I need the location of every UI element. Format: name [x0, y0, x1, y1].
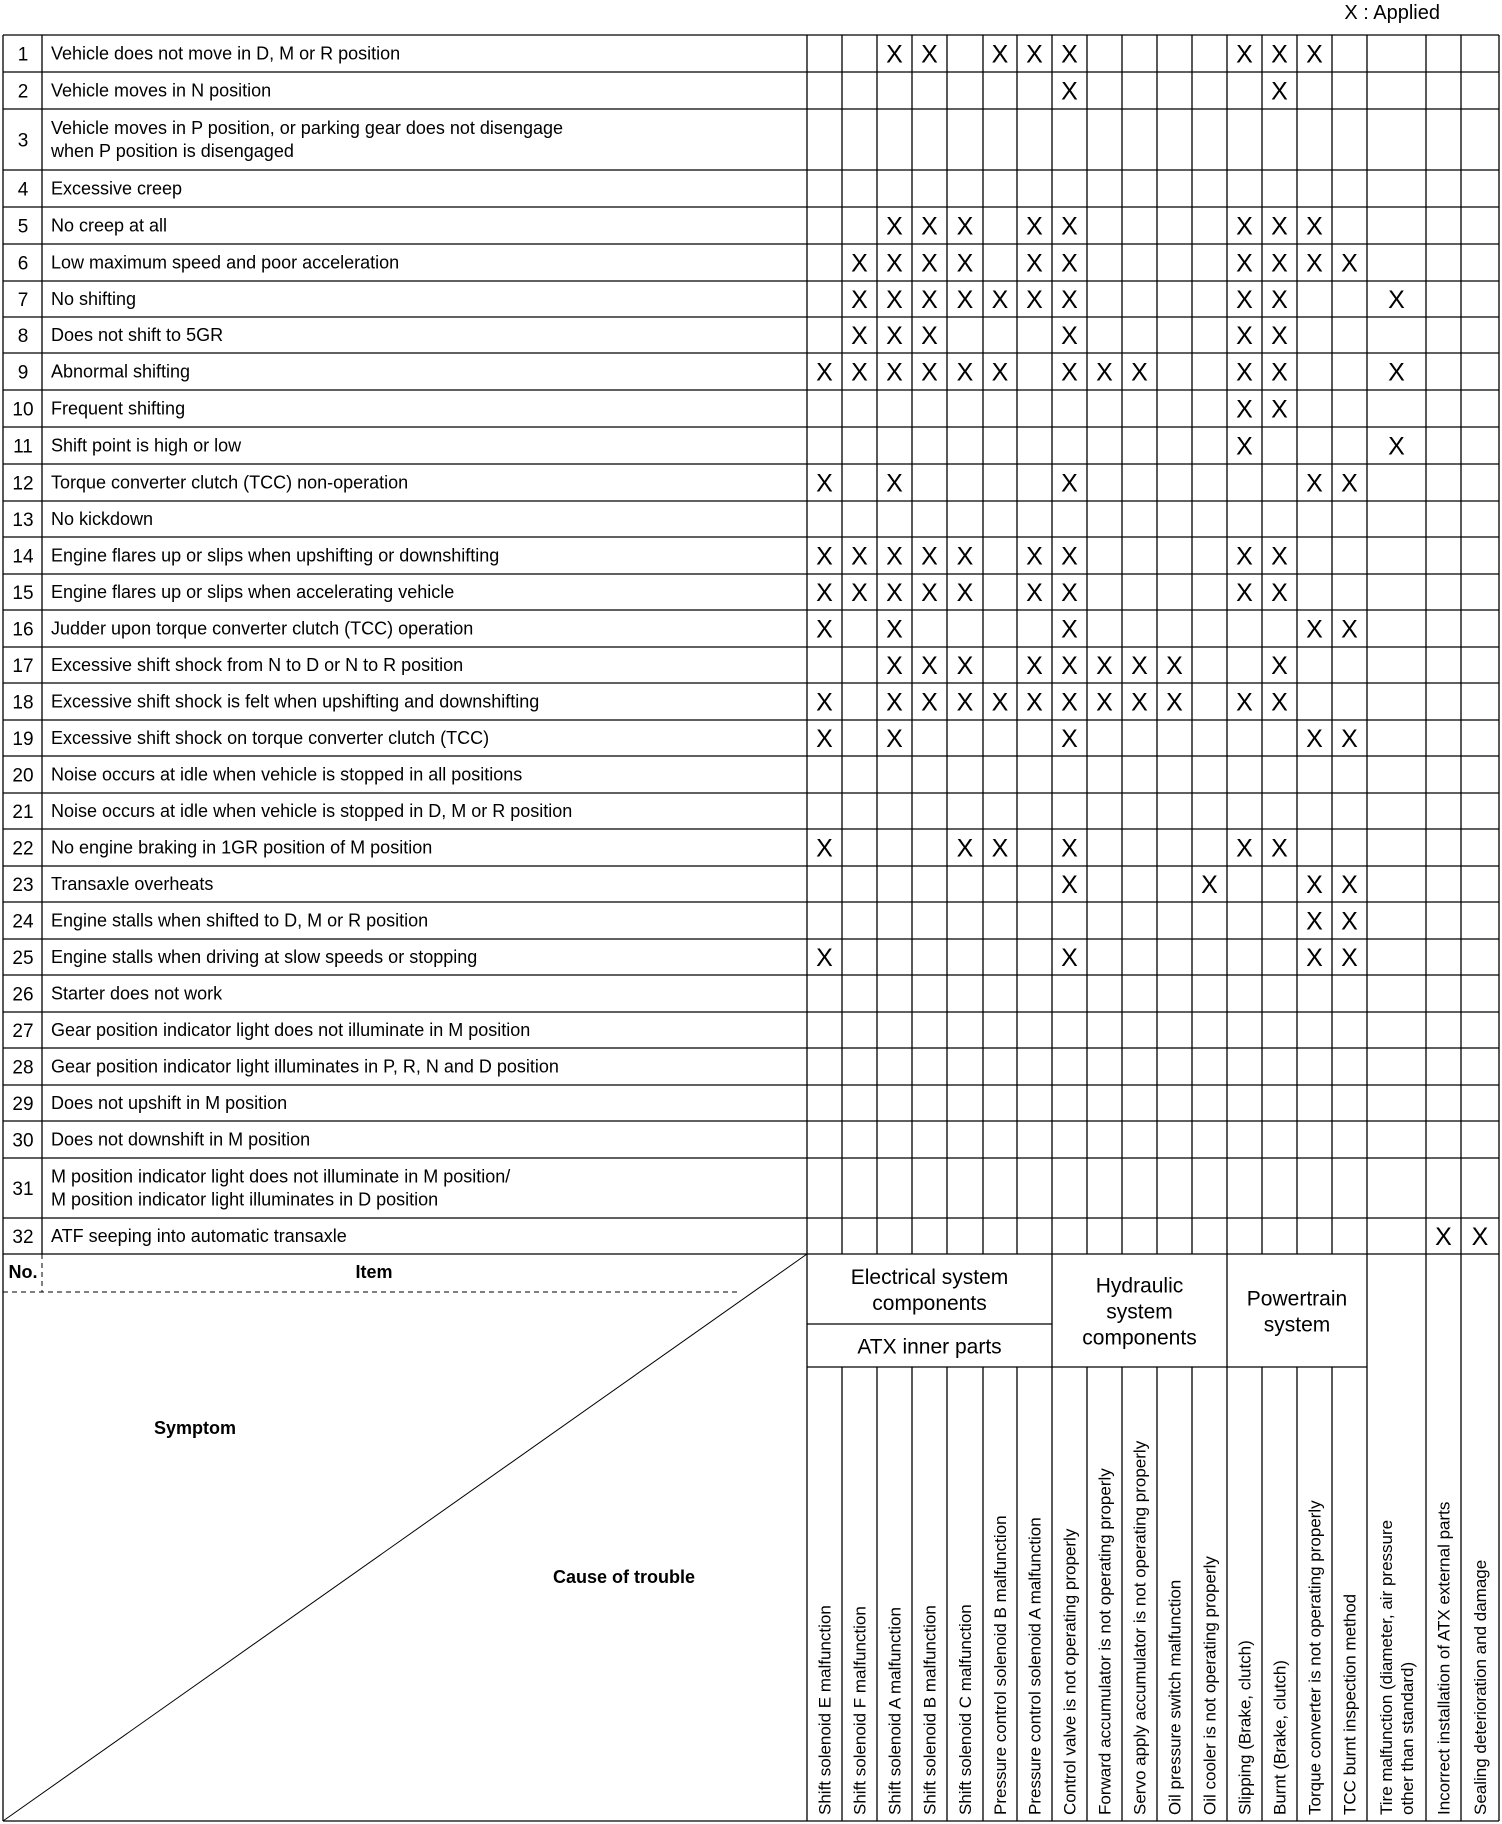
row-number: 18	[12, 692, 34, 714]
applied-mark: X	[921, 249, 938, 278]
applied-mark: X	[1236, 322, 1253, 350]
applied-mark: X	[921, 40, 938, 69]
cause-text: Oil pressure switch malfunction	[1165, 1579, 1185, 1815]
cause-label	[1306, 1500, 1325, 1815]
applied-mark: X	[1306, 725, 1323, 753]
applied-mark: X	[1306, 615, 1323, 644]
applied-mark: X	[816, 579, 833, 607]
applied-mark: X	[1096, 652, 1113, 680]
group-atx-inner	[857, 1336, 1001, 1359]
cause-text: other than standard)	[1398, 1661, 1417, 1815]
cause-label	[1236, 1640, 1255, 1815]
group-label-line: system	[1106, 1300, 1173, 1324]
row-item	[51, 655, 463, 675]
applied-mark: X	[1341, 725, 1358, 753]
row-item	[51, 911, 428, 931]
applied-mark: X	[1306, 871, 1323, 899]
row-item	[51, 1130, 310, 1150]
applied-mark: X	[1271, 40, 1288, 69]
row-number: 6	[17, 253, 29, 275]
applied-mark: X	[1026, 40, 1043, 69]
applied-mark: X	[886, 688, 903, 717]
applied-mark: X	[816, 358, 833, 387]
cause-text: Pressure control solenoid A malfunction	[1025, 1517, 1045, 1815]
group-hydraulic	[1082, 1275, 1196, 1350]
applied-mark: X	[886, 615, 903, 644]
group-label-line: Electrical system	[850, 1266, 1009, 1289]
group-label-line: ATX inner parts	[857, 1335, 1002, 1359]
row-number: 3	[17, 130, 29, 152]
applied-mark: X	[991, 688, 1009, 717]
legend-applied: X : Applied	[1344, 2, 1440, 24]
row-number: 8	[17, 326, 29, 347]
applied-mark: X	[921, 358, 938, 387]
row-number: 27	[12, 1021, 34, 1042]
grid-line	[3, 1254, 807, 1821]
item-text: Vehicle does not move in D, M or R position	[51, 43, 401, 64]
applied-mark: X	[886, 579, 903, 607]
item-text: Frequent shifting	[51, 398, 186, 419]
row-number: 16	[12, 619, 34, 641]
applied-mark: X	[921, 286, 938, 314]
cause-text: Slipping (Brake, clutch)	[1235, 1640, 1255, 1815]
item-text: Engine flares up or slips when upshifting or downshifting	[51, 545, 500, 566]
cause-label	[1377, 1520, 1417, 1815]
row-item	[51, 253, 399, 273]
applied-mark: X	[1236, 579, 1253, 607]
row-item	[51, 1093, 287, 1113]
cause-label	[1471, 1560, 1490, 1815]
applied-mark: X	[1271, 212, 1288, 241]
applied-mark: X	[956, 358, 974, 387]
row-number: 23	[12, 875, 34, 896]
row-item	[51, 582, 454, 602]
cause-text: Shift solenoid E malfunction	[815, 1605, 835, 1815]
item-text: Judder upon torque converter clutch (TCC) operation	[51, 618, 474, 639]
applied-mark: X	[1388, 432, 1405, 461]
applied-mark: X	[1306, 944, 1323, 972]
applied-mark: X	[1435, 1223, 1452, 1251]
row-number: 24	[12, 911, 34, 933]
applied-mark: X	[1026, 286, 1043, 314]
row-number: 7	[17, 290, 29, 311]
item-text: Vehicle moves in P position, or parking gear does not disengage	[51, 118, 563, 138]
applied-mark: X	[851, 579, 868, 607]
row-number: 14	[12, 546, 34, 568]
applied-mark: X	[1306, 40, 1323, 69]
applied-mark: X	[1201, 871, 1218, 899]
applied-mark: X	[886, 652, 903, 680]
applied-mark: X	[1026, 542, 1043, 571]
cause-text: Forward accumulator is not operating properly	[1095, 1468, 1115, 1815]
row-item	[51, 546, 499, 566]
applied-mark: X	[1026, 249, 1043, 278]
row-item	[51, 728, 489, 748]
row-number: 15	[12, 583, 34, 604]
applied-mark: X	[1388, 358, 1405, 387]
cause-label	[991, 1515, 1010, 1815]
applied-mark: X	[816, 469, 833, 498]
item-text: Does not upshift in M position	[51, 1093, 288, 1113]
applied-mark: X	[851, 249, 868, 278]
cause-text: Pressure control solenoid B malfunction	[991, 1515, 1010, 1815]
applied-mark: X	[886, 249, 903, 278]
cause-text: Control valve is not operating properly	[1060, 1528, 1080, 1815]
applied-mark: X	[1061, 579, 1078, 607]
group-label-line: components	[1082, 1326, 1197, 1350]
group-electrical	[851, 1266, 1009, 1315]
header-no: No.	[8, 1262, 38, 1282]
applied-mark: X	[1236, 249, 1253, 278]
applied-mark: X	[1061, 688, 1078, 717]
applied-mark: X	[921, 688, 938, 717]
item-text: Abnormal shifting	[51, 361, 191, 382]
item-text: Noise occurs at idle when vehicle is stopped in D, M or R position	[51, 801, 573, 821]
row-item	[51, 179, 182, 199]
applied-mark: X	[1061, 286, 1078, 314]
applied-mark: X	[1341, 907, 1358, 936]
cause-label	[1166, 1580, 1185, 1815]
item-text: when P position is disengaged	[51, 141, 294, 161]
applied-mark: X	[1026, 579, 1043, 607]
cause-text: Oil cooler is not operating properly	[1200, 1556, 1220, 1815]
row-item	[51, 473, 408, 493]
row-item	[51, 947, 477, 967]
row-item	[51, 509, 153, 529]
item-text: Engine flares up or slips when accelerating vehicle	[51, 582, 455, 602]
applied-mark: X	[991, 834, 1009, 863]
group-powertrain	[1247, 1288, 1347, 1337]
row-number: 5	[17, 216, 29, 238]
applied-mark: X	[1271, 652, 1288, 680]
applied-mark: X	[886, 286, 903, 314]
applied-mark: X	[1341, 871, 1358, 899]
row-item	[51, 362, 190, 382]
applied-mark: X	[851, 358, 868, 387]
applied-mark: X	[991, 358, 1009, 387]
item-text: No creep at all	[51, 215, 168, 236]
item-text: Low maximum speed and poor acceleration	[51, 252, 400, 273]
applied-mark: X	[1061, 542, 1078, 571]
row-item	[51, 436, 242, 456]
row-number: 25	[12, 948, 34, 969]
item-text: Starter does not work	[51, 983, 223, 1004]
header-item: Item	[355, 1262, 393, 1282]
row-item	[51, 289, 136, 309]
item-text: ATF seeping into automatic transaxle	[51, 1226, 347, 1246]
row-number: 30	[12, 1130, 34, 1152]
applied-mark: X	[886, 469, 903, 498]
cause-text: Servo apply accumulator is not operating properly	[1130, 1440, 1150, 1815]
applied-mark: X	[1271, 395, 1288, 424]
applied-mark: X	[1096, 358, 1113, 387]
item-text: Excessive shift shock from N to D or N to R position	[51, 655, 464, 675]
row-number: 21	[12, 802, 34, 823]
cause-text: Tire malfunction (diameter, air pressure	[1377, 1519, 1396, 1815]
applied-mark: X	[1061, 652, 1078, 680]
applied-mark: X	[886, 358, 903, 387]
row-item	[51, 801, 572, 821]
cause-text: Torque converter is not operating properly	[1305, 1500, 1325, 1815]
item-text: Engine stalls when driving at slow speeds or stopping	[51, 947, 478, 967]
applied-mark: X	[851, 286, 868, 314]
applied-mark: X	[956, 542, 974, 571]
item-text: Shift point is high or low	[51, 435, 242, 456]
cause-label	[1271, 1660, 1290, 1815]
row-item	[51, 1226, 347, 1246]
applied-mark: X	[991, 286, 1009, 314]
row-item	[51, 619, 473, 639]
applied-mark: X	[956, 249, 974, 278]
group-label-line: components	[872, 1292, 987, 1315]
row-item	[51, 838, 432, 858]
item-text: Gear position indicator light illuminates in P, R, N and D position	[51, 1056, 559, 1077]
item-text: Vehicle moves in N position	[51, 80, 272, 101]
applied-mark: X	[1236, 542, 1253, 571]
applied-mark: X	[1306, 249, 1323, 278]
cause-text: Shift solenoid C malfunction	[956, 1604, 975, 1815]
applied-mark: X	[886, 40, 903, 69]
applied-mark: X	[1306, 469, 1323, 498]
applied-mark: X	[956, 834, 974, 863]
applied-mark: X	[1271, 688, 1288, 717]
item-text: M position indicator light does not illuminate in M position/	[51, 1166, 511, 1187]
applied-mark: X	[1061, 249, 1078, 278]
applied-mark: X	[1271, 77, 1288, 106]
applied-mark: X	[1061, 469, 1078, 498]
cause-text: Burnt (Brake, clutch)	[1270, 1660, 1290, 1815]
group-label-line: system	[1263, 1313, 1331, 1337]
applied-mark: X	[956, 212, 974, 241]
row-number: 17	[12, 656, 34, 677]
row-number: 2	[17, 81, 29, 103]
cause-text: Incorrect installation of ATX external parts	[1434, 1501, 1454, 1815]
cause-text: TCC burnt inspection method	[1340, 1593, 1360, 1815]
applied-mark: X	[956, 652, 974, 680]
applied-mark: X	[1131, 688, 1148, 717]
applied-mark: X	[956, 579, 974, 607]
applied-mark: X	[921, 652, 938, 680]
row-item	[51, 325, 223, 345]
applied-mark: X	[886, 542, 903, 571]
applied-mark: X	[1061, 77, 1078, 106]
row-number: 28	[12, 1057, 34, 1079]
item-text: Transaxle overheats	[51, 874, 214, 894]
row-number: 19	[12, 729, 34, 750]
applied-mark: X	[1131, 358, 1148, 387]
row-number: 1	[17, 44, 29, 66]
applied-mark: X	[1271, 579, 1288, 607]
applied-mark: X	[816, 542, 833, 571]
item-text: Excessive shift shock on torque converter clutch (TCC)	[51, 728, 490, 748]
applied-mark: X	[886, 725, 903, 753]
applied-mark: X	[1306, 907, 1323, 936]
applied-mark: X	[1236, 286, 1253, 314]
applied-mark: X	[1271, 249, 1288, 278]
applied-mark: X	[816, 615, 833, 644]
applied-mark: X	[921, 542, 938, 571]
row-item	[51, 1057, 559, 1077]
cause-label	[1096, 1468, 1115, 1815]
applied-mark: X	[1341, 249, 1358, 278]
row-item	[51, 984, 223, 1004]
applied-mark: X	[1236, 432, 1253, 461]
applied-mark: X	[1061, 40, 1078, 69]
row-number: 13	[12, 510, 34, 531]
applied-mark: X	[956, 286, 974, 314]
applied-mark: X	[1236, 358, 1253, 387]
cause-label	[1435, 1502, 1454, 1815]
row-item	[51, 399, 185, 419]
item-text: No engine braking in 1GR position of M position	[51, 837, 433, 858]
cause-label	[886, 1607, 905, 1815]
cause-label	[1341, 1594, 1360, 1815]
applied-mark: X	[1061, 615, 1078, 644]
applied-mark: X	[816, 725, 833, 753]
applied-mark: X	[816, 944, 833, 972]
row-number: 10	[12, 399, 34, 421]
item-text: Engine stalls when shifted to D, M or R position	[51, 910, 429, 931]
applied-mark: X	[1271, 542, 1288, 571]
header-symptom: Symptom	[153, 1418, 237, 1438]
row-item	[50, 118, 563, 161]
row-number: 11	[13, 436, 33, 458]
applied-mark: X	[816, 834, 833, 863]
applied-mark: X	[1061, 322, 1078, 350]
applied-mark: X	[886, 322, 903, 350]
item-text: Torque converter clutch (TCC) non-operation	[51, 472, 409, 493]
item-text: Excessive shift shock is felt when upshifting and downshifting	[51, 691, 540, 712]
table-footer	[3, 1254, 1490, 1821]
cause-text: Shift solenoid F malfunction	[850, 1606, 870, 1815]
row-item	[51, 765, 522, 785]
row-item	[51, 216, 167, 236]
applied-mark: X	[1096, 688, 1113, 717]
cause-label	[1061, 1528, 1080, 1815]
applied-mark: X	[1061, 358, 1078, 387]
table-body	[12, 41, 1488, 1252]
applied-mark: X	[921, 212, 938, 241]
group-label-line: Hydraulic	[1095, 1274, 1184, 1298]
group-label-line: Powertrain	[1246, 1287, 1348, 1311]
applied-mark: X	[1271, 358, 1288, 387]
row-number: 22	[12, 838, 34, 860]
row-item	[51, 692, 539, 712]
applied-mark: X	[991, 40, 1009, 69]
applied-mark: X	[1026, 688, 1043, 717]
applied-mark: X	[1061, 212, 1078, 241]
cause-label	[816, 1605, 835, 1815]
row-number: 31	[12, 1179, 34, 1200]
item-text: M position indicator light illuminates in D position	[51, 1189, 439, 1210]
applied-mark: X	[1471, 1223, 1489, 1251]
row-item	[51, 1020, 530, 1040]
applied-mark: X	[1061, 725, 1078, 753]
row-number: 32	[12, 1227, 34, 1248]
applied-mark: X	[1341, 469, 1358, 498]
applied-mark: X	[816, 688, 833, 717]
applied-mark: X	[1236, 834, 1253, 863]
cause-label	[1026, 1517, 1045, 1815]
row-item	[51, 874, 213, 894]
cause-text: Shift solenoid B malfunction	[920, 1605, 940, 1815]
cause-label	[851, 1606, 870, 1815]
cause-label	[921, 1605, 940, 1815]
cause-text: Shift solenoid A malfunction	[885, 1607, 905, 1815]
item-text: Gear position indicator light does not illuminate in M position	[51, 1020, 531, 1040]
applied-mark: X	[1166, 688, 1183, 717]
applied-mark: X	[1271, 286, 1288, 314]
row-number: 4	[17, 179, 29, 201]
applied-mark: X	[1061, 871, 1078, 899]
applied-mark: X	[851, 322, 868, 350]
applied-mark: X	[1306, 212, 1323, 241]
applied-mark: X	[921, 322, 938, 350]
applied-mark: X	[921, 579, 938, 607]
applied-mark: X	[1026, 212, 1043, 241]
applied-mark: X	[1236, 40, 1253, 69]
row-item	[51, 1167, 510, 1210]
row-number: 12	[12, 473, 34, 495]
applied-mark: X	[1131, 652, 1148, 680]
applied-mark: X	[1061, 834, 1078, 863]
applied-mark: X	[1236, 212, 1253, 241]
applied-mark: X	[886, 212, 903, 241]
item-text: No shifting	[51, 289, 137, 309]
applied-mark: X	[1061, 944, 1078, 972]
item-text: Does not shift to 5GR	[51, 325, 224, 345]
row-number: 20	[12, 765, 34, 787]
item-text: No kickdown	[51, 509, 154, 529]
header-cause-of-trouble: Cause of trouble	[552, 1567, 696, 1587]
row-number: 9	[17, 362, 29, 384]
applied-mark: X	[956, 688, 974, 717]
applied-mark: X	[1271, 834, 1288, 863]
cause-label	[956, 1604, 975, 1815]
item-text: Noise occurs at idle when vehicle is stopped in all positions	[51, 764, 523, 785]
applied-mark: X	[1341, 615, 1358, 644]
item-text: Excessive creep	[51, 178, 183, 199]
applied-mark: X	[1026, 652, 1043, 680]
row-item	[51, 44, 400, 64]
cause-label	[1201, 1556, 1220, 1815]
applied-mark: X	[1271, 322, 1288, 350]
applied-mark: X	[1388, 286, 1405, 314]
item-text: Does not downshift in M position	[51, 1129, 311, 1150]
cause-text: Sealing deterioration and damage	[1471, 1559, 1490, 1815]
row-number: 29	[12, 1094, 34, 1115]
applied-mark: X	[851, 542, 868, 571]
applied-mark: X	[1236, 688, 1253, 717]
applied-mark: X	[1341, 944, 1358, 972]
cause-label	[1131, 1440, 1150, 1815]
row-number: 26	[12, 984, 34, 1006]
applied-mark: X	[1166, 652, 1183, 680]
row-item	[51, 81, 271, 101]
applied-mark: X	[1236, 395, 1253, 424]
